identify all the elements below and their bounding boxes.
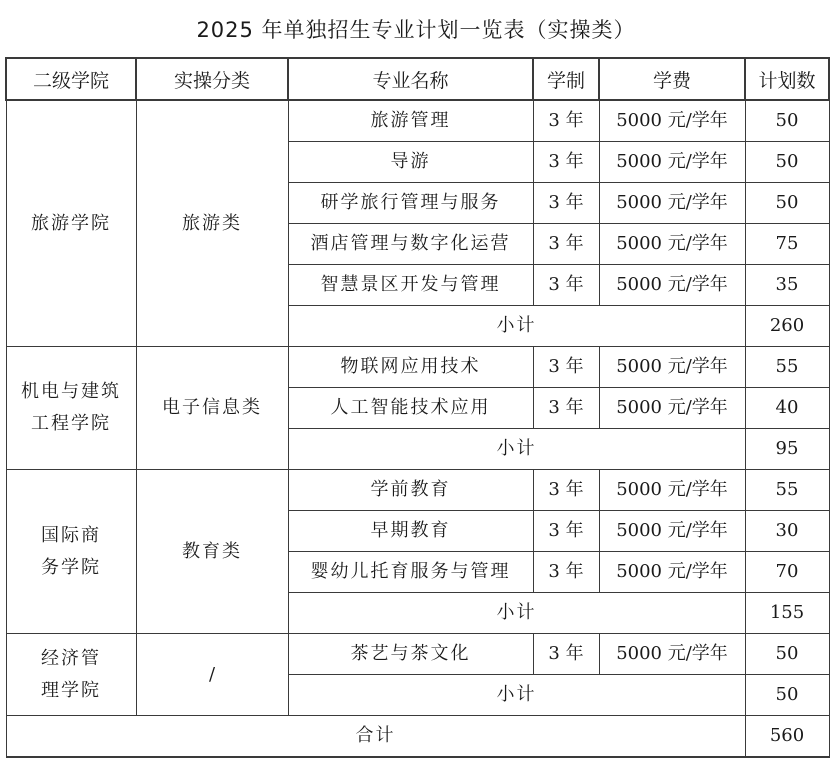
duration-cell: 3 年 [533, 470, 599, 511]
college-line: 务学院 [41, 556, 101, 578]
college-cell [6, 347, 136, 470]
fee-cell: 5000 元/学年 [599, 388, 745, 429]
duration-cell: 3 年 [533, 100, 599, 142]
plan-cell: 50 [745, 142, 829, 183]
fee-cell: 5000 元/学年 [599, 224, 745, 265]
page-title: 2025 年单独招生专业计划一览表（实操类） [196, 18, 636, 42]
fee-cell: 5000 元/学年 [599, 347, 745, 388]
plan-cell: 30 [745, 511, 829, 552]
plan-cell: 55 [745, 470, 829, 511]
plan-cell: 50 [745, 634, 829, 675]
plan-cell: 35 [745, 265, 829, 306]
major-cell: 导游 [288, 142, 533, 183]
duration-cell: 3 年 [533, 183, 599, 224]
subtotal-value: 95 [745, 429, 829, 470]
major-cell: 学前教育 [288, 470, 533, 511]
enrollment-plan-table [5, 57, 830, 758]
plan-cell: 55 [745, 347, 829, 388]
duration-cell: 3 年 [533, 347, 599, 388]
subtotal-value: 50 [745, 675, 829, 716]
header-row [6, 58, 829, 100]
header-major: 专业名称 [288, 58, 533, 100]
duration-cell: 3 年 [533, 511, 599, 552]
header-college: 二级学院 [6, 58, 136, 100]
duration-cell: 3 年 [533, 142, 599, 183]
major-cell: 婴幼儿托育服务与管理 [288, 552, 533, 593]
major-cell: 人工智能技术应用 [288, 388, 533, 429]
plan-cell: 50 [745, 100, 829, 142]
college-line: 国际商 [41, 524, 101, 546]
college-cell: 旅游学院 [6, 100, 136, 347]
college-line: 理学院 [41, 679, 101, 701]
fee-cell: 5000 元/学年 [599, 142, 745, 183]
subtotal-label: 小计 [288, 675, 745, 716]
duration-cell: 3 年 [533, 552, 599, 593]
table-row [6, 470, 829, 511]
fee-cell: 5000 元/学年 [599, 100, 745, 142]
subtotal-label: 小计 [288, 429, 745, 470]
header-fee: 学费 [599, 58, 745, 100]
duration-cell: 3 年 [533, 265, 599, 306]
major-cell: 茶艺与茶文化 [288, 634, 533, 675]
fee-cell: 5000 元/学年 [599, 470, 745, 511]
table-row [6, 634, 829, 675]
fee-cell: 5000 元/学年 [599, 511, 745, 552]
category-cell: / [136, 634, 288, 716]
total-value: 560 [745, 716, 829, 758]
major-cell: 早期教育 [288, 511, 533, 552]
fee-cell: 5000 元/学年 [599, 183, 745, 224]
duration-cell: 3 年 [533, 388, 599, 429]
college-line: 机电与建筑 [21, 381, 121, 402]
header-duration: 学制 [533, 58, 599, 100]
header-plan: 计划数 [745, 58, 829, 100]
duration-cell: 3 年 [533, 634, 599, 675]
major-cell: 研学旅行管理与服务 [288, 183, 533, 224]
plan-cell: 75 [745, 224, 829, 265]
category-cell: 旅游类 [136, 100, 288, 347]
major-cell: 酒店管理与数字化运营 [288, 224, 533, 265]
college-cell [6, 470, 136, 634]
major-cell: 物联网应用技术 [288, 347, 533, 388]
college-cell [6, 634, 136, 716]
category-cell: 电子信息类 [136, 347, 288, 470]
plan-cell: 70 [745, 552, 829, 593]
fee-cell: 5000 元/学年 [599, 634, 745, 675]
plan-cell: 40 [745, 388, 829, 429]
duration-cell: 3 年 [533, 224, 599, 265]
major-cell: 智慧景区开发与管理 [288, 265, 533, 306]
table-row [6, 100, 829, 142]
subtotal-value: 260 [745, 306, 829, 347]
subtotal-label: 小计 [288, 593, 745, 634]
fee-cell: 5000 元/学年 [599, 265, 745, 306]
college-line: 工程学院 [31, 413, 111, 434]
plan-cell: 50 [745, 183, 829, 224]
total-label: 合计 [6, 716, 745, 758]
total-row [6, 716, 829, 758]
subtotal-value: 155 [745, 593, 829, 634]
table-row [6, 347, 829, 388]
header-category: 实操分类 [136, 58, 288, 100]
category-cell: 教育类 [136, 470, 288, 634]
subtotal-label: 小计 [288, 306, 745, 347]
major-cell: 旅游管理 [288, 100, 533, 142]
fee-cell: 5000 元/学年 [599, 552, 745, 593]
college-line: 经济管 [41, 647, 101, 669]
